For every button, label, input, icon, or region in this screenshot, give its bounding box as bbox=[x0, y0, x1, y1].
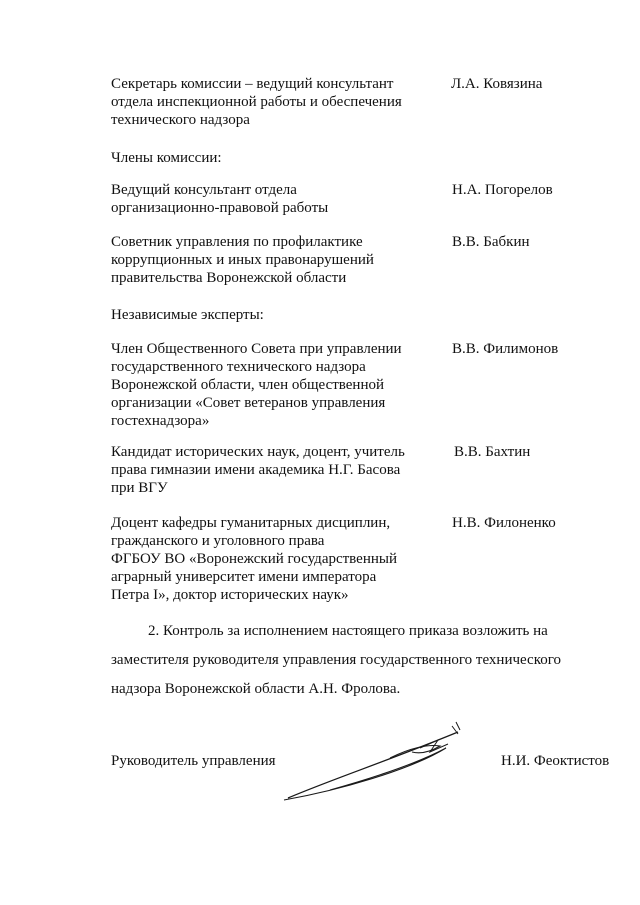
clause-line: заместителя руководителя управления государственного технического bbox=[111, 652, 562, 668]
member-title: Ведущий консультант отдела организационно-правовой работы bbox=[111, 182, 329, 216]
member-title: Советник управления по профилактике коррупционных и иных правонарушений правительства Воронежской области bbox=[111, 234, 374, 286]
secretary-title: Секретарь комиссии – ведущий консультант отдела инспекционной работы и обеспечения технического надзора bbox=[111, 76, 402, 128]
handwritten-signature bbox=[270, 718, 470, 808]
members-heading: Члены комиссии: bbox=[111, 150, 222, 166]
signatory-position: Руководитель управления bbox=[111, 753, 276, 769]
expert-title: Доцент кафедры гуманитарных дисциплин, гражданского и уголовного права ФГБОУ ВО «Воронежский государственный аграрный университет имени императора Петра I», доктор исторических наук» bbox=[111, 515, 397, 603]
signatory-name: Н.И. Феоктистов bbox=[501, 753, 610, 769]
member-name: Н.А. Погорелов bbox=[452, 182, 553, 198]
clause-paragraph bbox=[111, 617, 611, 704]
secretary-name: Л.А. Ковязина bbox=[451, 76, 543, 92]
clause-line: надзора Воронежской области А.Н. Фролова. bbox=[111, 681, 401, 697]
member-name: В.В. Бабкин bbox=[452, 234, 530, 250]
expert-name: Н.В. Филоненко bbox=[452, 515, 556, 531]
experts-heading: Независимые эксперты: bbox=[111, 307, 264, 323]
clause-line: 2. Контроль за исполнением настоящего приказа возложить на bbox=[148, 623, 548, 639]
expert-name: В.В. Филимонов bbox=[452, 341, 559, 357]
expert-title: Кандидат исторических наук, доцент, учитель права гимназии имени академика Н.Г. Басова при ВГУ bbox=[111, 444, 405, 496]
expert-title: Член Общественного Совета при управлении государственного технического надзора Воронежской области, член общественной организации «Совет ветеранов управления гостехнадзора» bbox=[111, 341, 402, 429]
expert-name: В.В. Бахтин bbox=[454, 444, 531, 460]
